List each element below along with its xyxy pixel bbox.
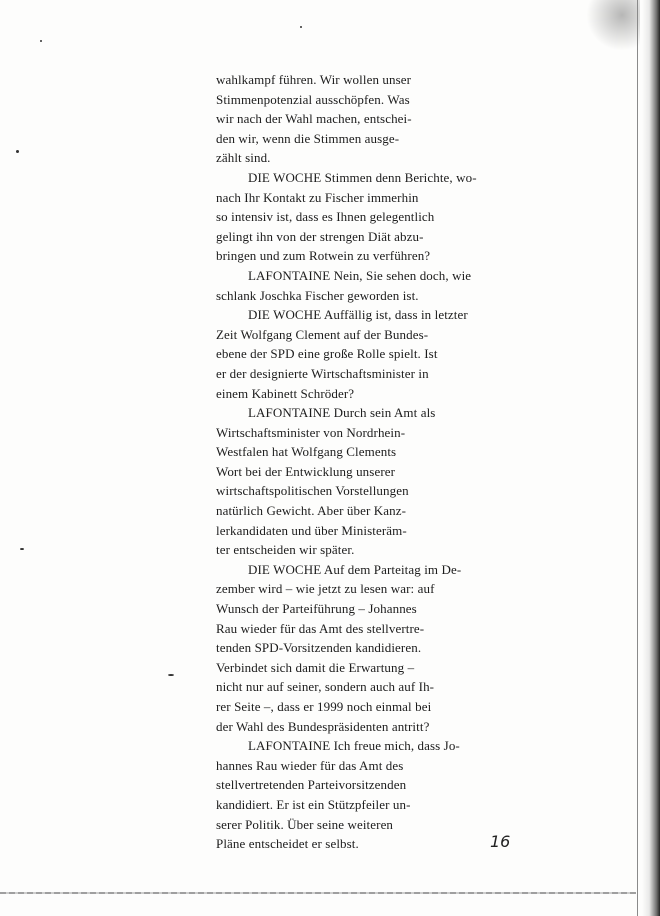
text-line: DIE WOCHE Auf dem Parteitag im De-	[248, 561, 462, 577]
text-line: ter entscheiden wir später.	[216, 542, 355, 558]
text-line: LAFONTAINE Durch sein Amt als	[248, 405, 436, 421]
scan-speck	[20, 548, 24, 550]
text-line: gelingt ihn von der strengen Diät abzu-	[216, 228, 424, 244]
text-line: Wort bei der Entwicklung unserer	[216, 463, 396, 479]
text-line: Pläne entscheidet er selbst.	[216, 836, 359, 852]
text-line: so intensiv ist, dass es Ihnen gelegentlich	[216, 209, 435, 225]
article-text	[216, 70, 476, 854]
text-line: natürlich Gewicht. Aber über Kanz-	[216, 503, 407, 519]
text-line: tenden SPD-Vorsitzenden kandidieren.	[216, 640, 422, 656]
page-edge-line	[637, 0, 638, 916]
text-line: Stimmenpotenzial ausschöpfen. Was	[216, 91, 410, 107]
text-line: LAFONTAINE Ich freue mich, dass Jo-	[248, 738, 460, 754]
text-line: hannes Rau wieder für das Amt des	[216, 757, 404, 773]
text-line: DIE WOCHE Stimmen denn Berichte, wo-	[248, 169, 477, 185]
text-line: nach Ihr Kontakt zu Fischer immerhin	[216, 189, 419, 205]
text-line: schlank Joschka Fischer geworden ist.	[216, 287, 419, 303]
text-line: Rau wieder für das Amt des stellvertre-	[216, 620, 425, 636]
scan-smudge	[580, 0, 640, 50]
text-line: zählt sind.	[216, 150, 271, 166]
text-line: wahlkampf führen. Wir wollen unser	[216, 72, 412, 87]
page-edge-shadow	[642, 0, 660, 916]
text-line: bringen und zum Rotwein zu verführen?	[216, 248, 431, 264]
page-number: 16	[490, 832, 511, 851]
text-line: LAFONTAINE Nein, Sie sehen doch, wie	[248, 267, 472, 283]
text-line: den wir, wenn die Stimmen ausge-	[216, 130, 400, 146]
scan-speck	[40, 40, 42, 42]
scan-speck	[16, 150, 19, 153]
text-line: DIE WOCHE Auffällig ist, dass in letzter	[248, 307, 468, 323]
text-line: er der designierte Wirtschaftsminister in	[216, 365, 429, 381]
text-line: stellvertretenden Parteivorsitzenden	[216, 777, 407, 793]
text-line: nicht nur auf seiner, sondern auch auf Ih-	[216, 679, 435, 695]
text-line: Westfalen hat Wolfgang Clements	[216, 444, 397, 460]
text-line: einem Kabinett Schröder?	[216, 385, 355, 401]
text-line: ebene der SPD eine große Rolle spielt. Ist	[216, 346, 438, 362]
scan-speck	[300, 26, 302, 28]
text-line: wirtschaftspolitischen Vorstellungen	[216, 483, 409, 499]
text-line: serer Politik. Über seine weiteren	[216, 816, 394, 832]
text-line: Verbindet sich damit die Erwartung –	[216, 659, 415, 675]
bottom-scan-rule	[0, 892, 636, 894]
text-line: Wirtschaftsminister von Nordrhein-	[216, 424, 406, 440]
text-line: rer Seite –, dass er 1999 noch einmal bei	[216, 699, 432, 714]
text-line: Wunsch der Parteiführung – Johannes	[216, 601, 417, 617]
text-line: der Wahl des Bundespräsidenten antritt?	[216, 718, 430, 734]
text-line: zember wird – wie jetzt zu lesen war: auf	[216, 581, 435, 597]
text-line: wir nach der Wahl machen, entschei-	[216, 111, 412, 127]
scan-speck	[168, 674, 174, 676]
text-line: kandidiert. Er ist ein Stützpfeiler un-	[216, 796, 411, 812]
text-line: lerkandidaten und über Ministeräm-	[216, 522, 407, 538]
text-line: Zeit Wolfgang Clement auf der Bundes-	[216, 326, 429, 342]
